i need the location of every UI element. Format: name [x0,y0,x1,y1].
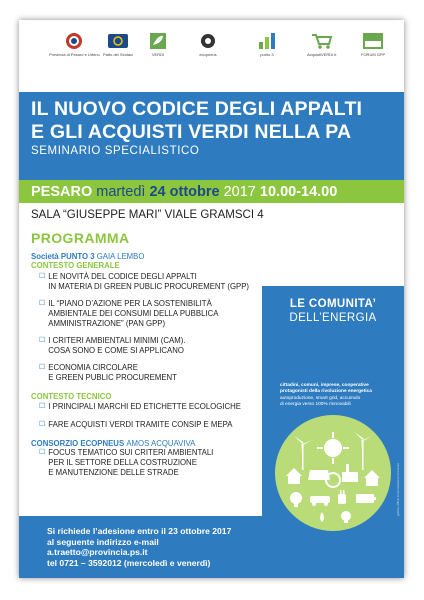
logo-caption: Provincia di Pesaro e Urbino [49,52,100,57]
event-time: 10.00-14.00 [259,184,338,200]
registration-footer [19,516,262,578]
list-item-continued [39,458,269,478]
logo-strip [19,20,404,82]
checkbox-icon: ☐ [39,273,46,280]
list-item-text: ECONOMIA CIRCOLARE E GREEN PUBLIC PROCUREMENT [48,363,177,382]
list-item-text: FOCUS TEMATICO SUI CRITERI AMBIENTALI [48,448,214,457]
event-weekday: martedì [96,184,146,200]
list-item [39,363,269,383]
programma-heading: PROGRAMMA [31,230,130,246]
punto-3-logo [257,32,277,57]
provincia-pesaro-urbino-logo [49,32,100,57]
energy-communities-box [262,286,404,578]
logo-caption: FORUM GPP [361,52,386,57]
bar-icon [257,32,277,50]
logo-caption: Patto dei Sindaci [103,52,134,57]
list-item [39,420,269,430]
checkbox-icon: ☐ [39,337,46,344]
registration-info: Si richiede l’adesione entro il 23 ottobre 2017 al seguente indirizzo e-mail a.traetto@provincia.ps.it tel 0721 – 3592012 (mercoledì e venerdì) [47,526,232,568]
organisation-2 [31,439,269,448]
checkbox-icon: ☐ [39,300,46,307]
hero-banner [19,92,404,188]
poster [19,20,404,578]
list-item [39,402,269,412]
patto-dei-sindaci-logo [103,32,133,57]
patto-dei-sindaci-icon [107,32,129,50]
organisation-name: Società PUNTO 3 [31,252,95,261]
energy-community-illustration [274,414,392,532]
ecopneus-logo [199,32,217,57]
title-line-1: IL NUOVO CODICE DEGLI APPALTI [31,98,363,120]
box-title-line-1: LE COMUNITA’ [289,298,377,310]
list-item [39,299,269,329]
list-item [39,448,269,458]
forum-gpp-logo [361,32,385,57]
logo-caption: punto 3 [260,52,274,57]
title-line-2: E GLI ACQUISTI VERDI NELLA PA [31,121,352,143]
date-row [31,184,337,200]
box-description: autoproduzione, smart grid, accumulo di energia verso 100% rinnovabili [280,396,361,407]
event-date: 24 ottobre [149,184,220,200]
checkbox-icon: ☐ [39,449,46,456]
box-title-line-2: DELL’ENERGIA [289,312,377,324]
logo-caption: ecopneus [199,52,217,57]
verdi-leaf-logo [149,32,167,57]
logo-caption: AcquistiVERDI.it [307,52,337,57]
coat-of-arms-icon [65,32,83,50]
subtitle: SEMINARIO SPECIALISTICO [31,145,200,157]
gpp-badge-icon [362,32,384,50]
acquisti-verdi-logo [307,32,336,57]
section-contesto-tecnico: CONTESTO TECNICO [31,392,112,401]
list-item-text: I PRINCIPALI MARCHI ED ETICHETTE ECOLOGICHE [48,402,241,411]
box-description-bold: cittadini, comuni, imprese, cooperative protagonisti della rivoluzione energetica [280,383,372,394]
graphics-credit: grafica Ufficio Comunicazione Provincia [396,463,400,516]
list-item-text: PER IL SETTORE DELLA COSTRUZIONE E MANUTENZIONE DELLE STRADE [48,458,197,477]
date-band [19,180,404,203]
list-item [39,272,269,292]
venue: SALA “GIUSEPPE MARI” VIALE GRAMSCI 4 [31,209,264,221]
leaf-icon [149,32,167,50]
list-item-text: FARE ACQUISTI VERDI TRAMITE CONSIP E MEPA [48,420,233,429]
speaker-name: GAIA LEMBO [96,252,145,261]
programme-list [31,252,269,478]
shopping-cart-icon [310,32,334,50]
tyre-icon [199,32,217,50]
list-item-text: LE NOVITÀ DEL CODICE DEGLI APPALTI IN MATERIA DI GREEN PUBLIC PROCUREMENT (GPP) [48,272,250,291]
list-item [39,336,269,356]
checkbox-icon: ☐ [39,364,46,371]
battery-icon [356,494,376,503]
section-contesto-generale: CONTESTO GENERALE [31,261,120,270]
organisation-name: CONSORZIO ECOPNEUS [31,439,125,448]
event-city: PESARO [31,184,93,200]
speaker-name: AMOS ACQUAVIVA [126,439,196,448]
checkbox-icon: ☐ [39,403,46,410]
organisation-1 [31,252,269,261]
event-year: 2017 [223,184,256,200]
checkbox-icon: ☐ [39,421,46,428]
list-item-text: IL “PIANO D’AZIONE PER LA SOSTENIBILITÀ AMBIENTALE DEI CONSUMI DELLA PUBBLICA AMMINISTRAZIONE” (PAN GPP) [48,299,219,328]
list-item-text: I CRITERI AMBIENTALI MINIMI (CAM). COSA SONO E COME SI APPLICANO [48,336,186,355]
logo-caption: VERDI [151,52,165,57]
